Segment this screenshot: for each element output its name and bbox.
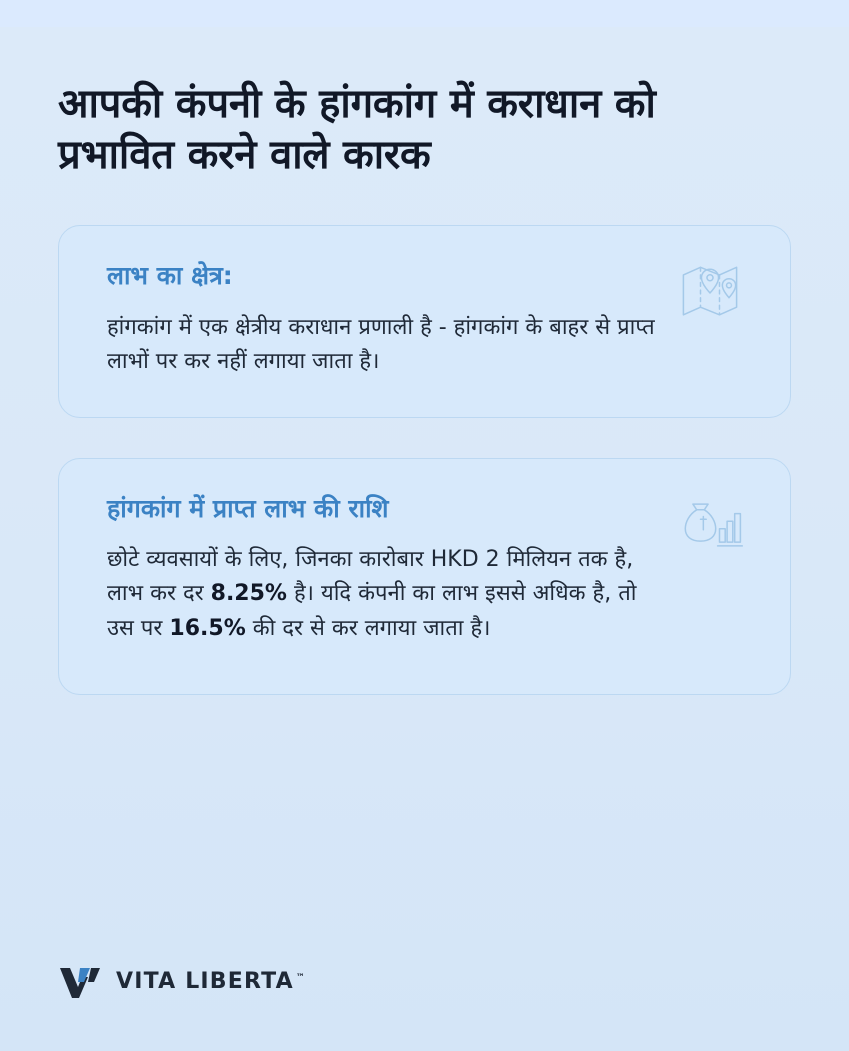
tax-rate-large: 16.5% — [169, 615, 246, 641]
page-title: आपकी कंपनी के हांगकांग में कराधान को प्रभावित करने वाले कारक — [58, 80, 656, 178]
card-body-part-3: की दर से कर लगाया जाता है। — [245, 615, 491, 641]
brand-name — [116, 969, 306, 994]
card-title: लाभ का क्षेत्र: — [107, 261, 233, 291]
card-body: हांगकांग में एक क्षेत्रीय कराधान प्रणाली है - हांगकांग के बाहर से प्राप्त लाभों पर कर नहीं लगाया जाता है। — [107, 314, 655, 374]
card-body — [107, 543, 667, 645]
card-body-part-2: है। यदि कंपनी का लाभ इससे अधिक है, तो उस पर — [107, 581, 637, 641]
card-title: हांगकांग में प्राप्त लाभ की राशि — [107, 493, 389, 523]
tax-rate-small: 8.25% — [210, 581, 287, 607]
info-card-profit-region — [58, 225, 791, 418]
card-body-part-1: छोटे व्यवसायों के लिए, जिनका कारोबार HKD 2 मिलियन तक है, लाभ कर दर — [107, 547, 634, 607]
brand-text: VITA LIBERTA — [116, 969, 294, 995]
money-bag-chart-icon — [672, 487, 748, 563]
info-card-profit-amount — [58, 458, 791, 695]
trademark-symbol: ™ — [295, 972, 307, 983]
map-pins-icon — [672, 254, 748, 330]
vita-liberta-logo-icon — [58, 965, 102, 999]
infographic-page — [0, 27, 849, 1051]
footer-brand — [58, 965, 306, 999]
